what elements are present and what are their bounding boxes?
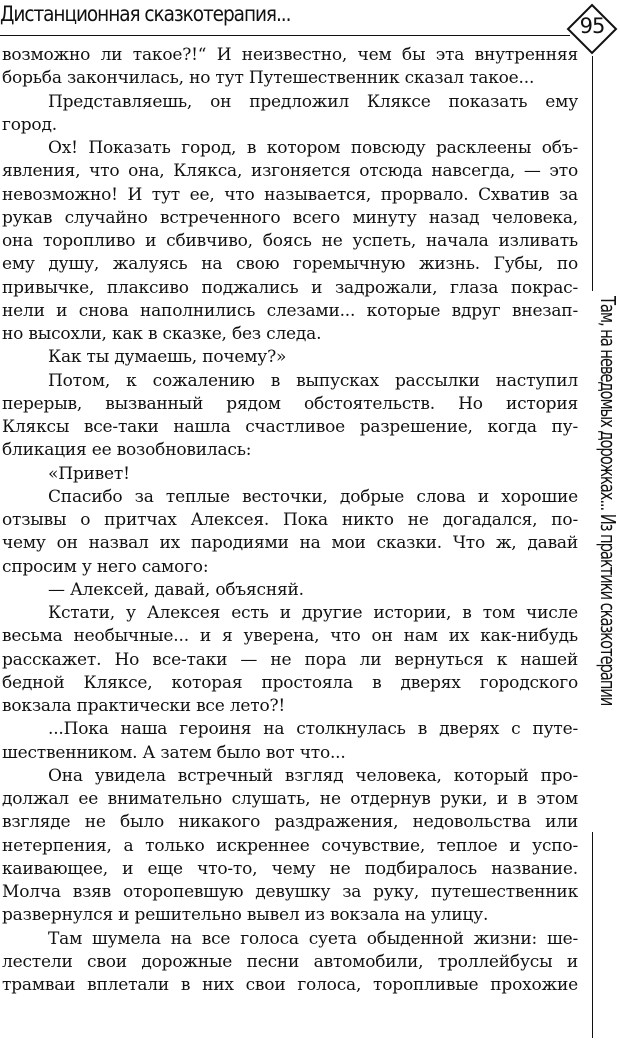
text-line: Она увидела встречный взгляд человека, который про- [48,765,578,786]
text-line: чему он назвал их пародиями на мои сказки. Что ж, давай [2,533,578,554]
text-line: шественником. А затем было вот что... [2,742,346,763]
text-line: ему душу, жалуясь на свою горемычную жизнь. Губы, по [2,254,578,275]
text-line: ...Пока наша героиня на столкнулась в дверях с путе- [48,719,578,740]
text-line: взгляде не было никакого раздражения, недовольства или [2,812,578,833]
text-line: Ох! Показать город, в котором повсюду расклеены объ- [48,138,578,158]
text-line: должал ее внимательно слушать, не отдернув руки, и в этом [2,789,578,809]
text-line: нели и снова наполнились слезами... которые вдруг внезап- [2,300,578,321]
text-line: невозможно! И тут ее, что называется, прорвало. Схватив за [2,184,578,205]
text-line: спросим у него самого: [2,556,209,577]
side-rule-top [592,56,593,291]
page-number: 95 [579,14,605,38]
text-line: бликация ее возобновилась: [2,440,252,461]
text-line: — Алексей, давай, объясняй. [48,579,304,600]
text-line: Спасибо за теплые весточки, добрые слова и хорошие [48,486,578,507]
text-line: явления, что она, Клякса, изгоняется отсюда навсегда, — это [2,161,578,182]
text-line: трамваи вплетали в них свои голоса, торопливые прохожие [2,975,578,995]
text-line: Молча взяв оторопевшую девушку за руку, путешественник [2,882,578,902]
text-line: Потом, к сожалению в выпусках рассылки наступил [48,370,578,391]
text-line: развернулся и решительно вывел из вокзала на улицу. [2,905,489,926]
text-line: расскажет. Но все-таки — не пора ли вернуться к нашей [2,649,578,670]
text-line: привычке, плаксиво поджались и задрожали, глаза покрас- [2,277,578,298]
body-text [2,44,578,997]
text-line: нетерпения, а только искреннее сочувствие, теплое и успо- [2,835,578,856]
running-head: Дистанционная сказкотерапия... [0,2,291,26]
side-title [593,296,620,828]
text-line: бедной Кляксе, которая простояла в дверях городского [2,672,578,693]
text-line: возможно ли такое?!“ И неизвестно, чем бы эта внутренняя [2,45,578,65]
text-line: рукав случайно встреченного всего минуту назад человека, [2,207,578,228]
text-line: лестели свои дорожные песни автомобили, троллейбусы и [2,951,578,972]
text-line: «Привет! [48,463,130,484]
side-title-text: Там, на неведомых дорожках... Из практики сказкотерапии [596,296,620,706]
text-line: Как ты думаешь, почему?» [48,347,287,368]
text-line: она торопливо и сбивчиво, боясь не успеть, начала изливать [2,231,578,251]
side-rule-bottom [592,832,593,1038]
text-line: борьба закончилась, но тут Путешественник сказал такое... [2,68,535,89]
text-line: весьма необычные... и я уверена, что он нам их как-нибудь [2,626,578,647]
text-line: Кляксы все-таки нашла счастливое разрешение, когда пу- [2,417,578,437]
text-line: вокзала практически все лето?! [2,696,286,716]
text-line: отзывы о притчах Алексея. Пока никто не догадался, по- [2,510,578,530]
text-line: Представляешь, он предложил Кляксе показать ему [48,91,578,112]
header-rule [0,35,570,36]
text-line: перерыв, вызванный рядом обстоятельств. Но история [2,393,578,414]
text-line: каивающее, и еще что-то, чему не подбиралось название. [2,858,578,879]
text-line: Кстати, у Алексея есть и другие истории, в том числе [48,603,578,623]
text-line: но высохли, как в сказке, без следа. [2,324,322,344]
text-line: Там шумела на все голоса суета обыденной жизни: ше- [48,928,578,949]
text-line: город. [2,114,57,135]
